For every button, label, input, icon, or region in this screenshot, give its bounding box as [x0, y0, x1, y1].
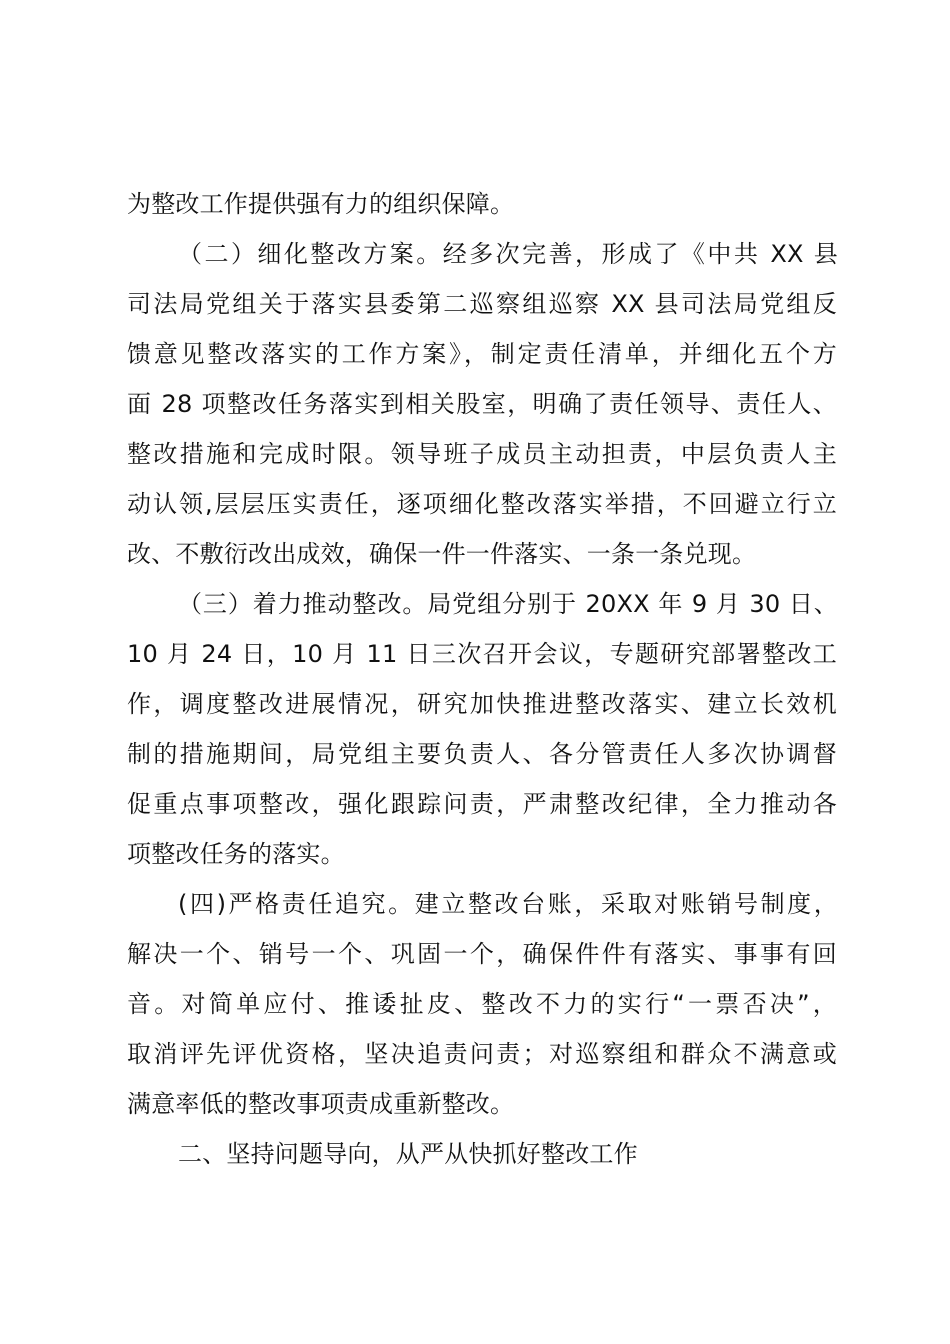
paragraph-line: 项整改任务的落实。 — [127, 840, 345, 868]
paragraph-line: 促重点事项整改，强化跟踪问责，严肃整改纪律，全力推动各 — [127, 790, 837, 818]
paragraph-line: 动认领,层层压实责任，逐项细化整改落实举措，不回避立行立 — [127, 490, 837, 518]
paragraph-line: 改、不敷衍改出成效，确保一件一件落实、一条一条兑现。 — [127, 540, 757, 568]
paragraph-line: 为整改工作提供强有力的组织保障。 — [127, 190, 515, 218]
paragraph-line: 作，调度整改进展情况，研究加快推进整改落实、建立长效机 — [127, 690, 837, 718]
paragraph-line: 取消评先评优资格，坚决追责问责；对巡察组和群众不满意或 — [127, 1040, 837, 1068]
paragraph-line: 整改措施和完成时限。领导班子成员主动担责，中层负责人主 — [127, 440, 837, 468]
section-heading: 二、坚持问题导向，从严从快抓好整改工作 — [178, 1140, 638, 1168]
paragraph-line: (四)严格责任追究。建立整改台账，采取对账销号制度， — [178, 890, 838, 918]
paragraph-line: 音。对简单应付、推诿扯皮、整改不力的实行“一票否决”， — [127, 990, 837, 1018]
paragraph-line: 司法局党组关于落实县委第二巡察组巡察 XX 县司法局党组反 — [127, 290, 837, 318]
paragraph-line: 制的措施期间，局党组主要负责人、各分管责任人多次协调督 — [127, 740, 837, 768]
paragraph-line: （二）细化整改方案。经多次完善，形成了《中共 XX 县 — [178, 240, 838, 268]
paragraph-line: 10 月 24 日，10 月 11 日三次召开会议，专题研究部署整改工 — [127, 640, 837, 668]
paragraph-line: （三）着力推动整改。局党组分别于 20XX 年 9 月 30 日、 — [178, 590, 838, 618]
paragraph-line: 解决一个、销号一个、巩固一个，确保件件有落实、事事有回 — [127, 940, 837, 968]
paragraph-line: 面 28 项整改任务落实到相关股室，明确了责任领导、责任人、 — [127, 390, 837, 418]
paragraph-line: 馈意见整改落实的工作方案》，制定责任清单，并细化五个方 — [127, 340, 837, 368]
paragraph-line: 满意率低的整改事项责成重新整改。 — [127, 1090, 515, 1118]
